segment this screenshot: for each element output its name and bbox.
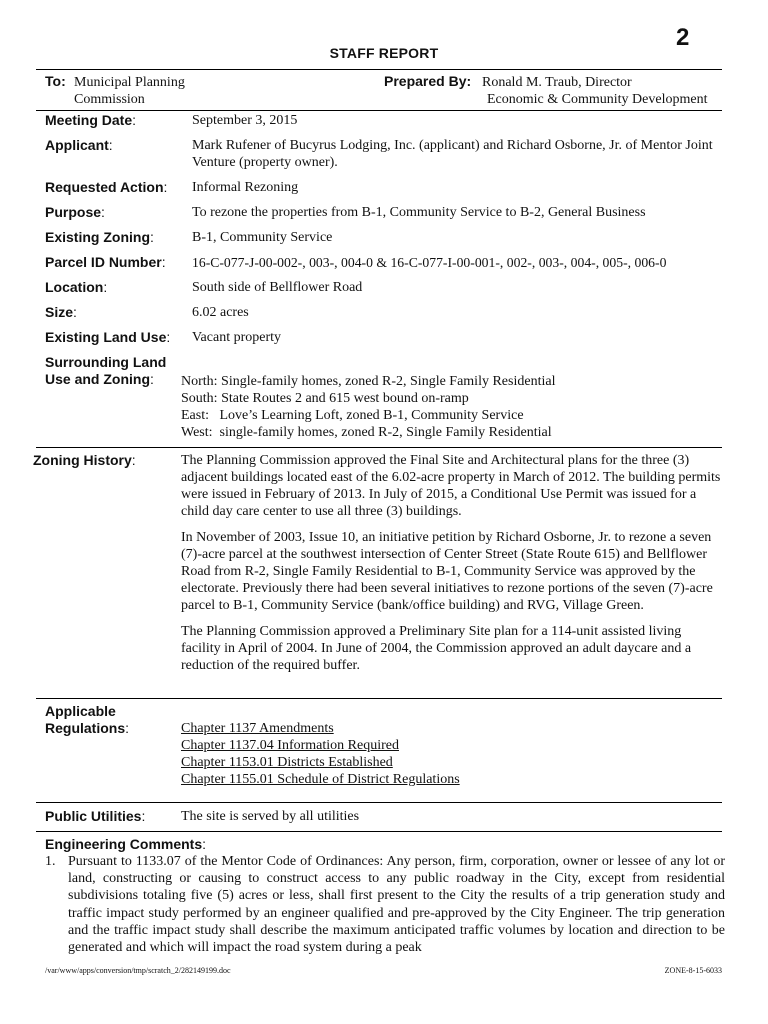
requested-action-label: Requested Action:: [45, 179, 168, 195]
prepared-by-line-2: Economic & Community Development: [487, 92, 708, 107]
zoning-history-label: Zoning History:: [33, 452, 136, 468]
location-label: Location:: [45, 279, 108, 295]
section-divider: [36, 698, 722, 699]
surrounding-list: [181, 373, 722, 441]
existing-zoning-value: B-1, Community Service: [192, 230, 333, 245]
existing-zoning-label: Existing Zoning:: [45, 229, 154, 245]
regulations-label-line-2: Regulations:: [45, 720, 130, 736]
prepared-by-value: [482, 74, 707, 108]
regulation-link[interactable]: Chapter 1153.01 Districts Established: [181, 755, 393, 770]
parcel-id-value: 16-C-077-J-00-002-, 003-, 004-0 & 16-C-077-I-00-001-, 002-, 003-, 004-, 005-, 006-0: [192, 255, 667, 270]
applicant-value: Mark Rufener of Bucyrus Lodging, Inc. (applicant) and Richard Osborne, Jr. of Mentor Joint Venture (property owner).: [192, 138, 713, 170]
surrounding-north: North: Single-family homes, zoned R-2, Single Family Residential: [181, 374, 556, 389]
to-label: To:: [45, 73, 66, 89]
requested-action-value: Informal Rezoning: [192, 180, 299, 195]
surrounding-south: South: State Routes 2 and 615 west bound on-ramp: [181, 391, 469, 406]
page-number: 2: [676, 24, 690, 51]
to-recipient: [74, 74, 185, 108]
applicant-label: Applicant:: [45, 137, 113, 153]
regulation-link[interactable]: Chapter 1155.01 Schedule of District Regulations: [181, 772, 460, 787]
engineering-label: Engineering Comments:: [45, 836, 207, 852]
surrounding-label-line-2: Use and Zoning:: [45, 371, 154, 387]
section-divider: [36, 447, 722, 448]
zoning-history-paragraph: The Planning Commission approved a Preliminary Site plan for a 114-unit assisted living facility in April of 2004. In June of 2004, the Commission approved an adult daycare and a reduction of the required buffer.: [181, 624, 692, 673]
footer-doc-code: ZONE-8-15-6033: [664, 966, 722, 975]
parcel-id-label: Parcel ID Number:: [45, 254, 166, 270]
existing-land-use-label: Existing Land Use:: [45, 329, 171, 345]
engineering-item: [45, 853, 725, 956]
prepared-by-label: Prepared By:: [384, 73, 472, 89]
to-line-1: Municipal Planning: [74, 75, 185, 90]
engineering-item-text: Pursuant to 1133.07 of the Mentor Code of Ordinances: Any person, firm, corporation, owner or lessee of any lot or land, constructing or causing to construct access to any public roadway in the City, except from residential subdivisions totaling five (5) acres or less, shall first present to the City the results of a trip generation study and traffic impact study performed by an engineer qualified and pre-approved by the City Engineer. The trip generation and the traffic impact study shall describe the maximum anticipated traffic volumes by location and direction to be generated and which will impact the road system during a peak: [68, 854, 725, 956]
prepared-by-line-1: Ronald M. Traub, Director: [482, 75, 632, 90]
surrounding-east: East: Love’s Learning Loft, zoned B-1, Community Service: [181, 408, 524, 423]
location-value: South side of Bellflower Road: [192, 280, 363, 295]
footer-file-path: /var/www/apps/conversion/tmp/scratch_2/282149199.doc: [45, 966, 231, 975]
zoning-history-paragraph: In November of 2003, Issue 10, an initiative petition by Richard Osborne, Jr. to rezone a seven (7)-acre parcel at the southwest intersection of Center Street (State Route 615) and Bellflower Road from R-2, Single Family Residential to B-1, Community Service was approved by the electorate. Previously there had been several initiatives to rezone portions of the seven (7)-acre parcel to B-1, Community Service (bank/office building) and RVG, Village Green.: [181, 530, 713, 613]
purpose-label: Purpose:: [45, 204, 105, 220]
regulations-links: [181, 720, 722, 788]
public-utilities-value: The site is served by all utilities: [181, 809, 360, 824]
engineering-item-number: 1.: [45, 854, 56, 869]
public-utilities-label: Public Utilities:: [45, 808, 146, 824]
section-divider: [36, 831, 722, 832]
section-divider: [36, 802, 722, 803]
size-label: Size:: [45, 304, 77, 320]
purpose-value: To rezone the properties from B-1, Community Service to B-2, General Business: [192, 205, 646, 220]
size-value: 6.02 acres: [192, 305, 249, 320]
to-line-2: Commission: [74, 92, 145, 107]
zoning-history-paragraph: The Planning Commission approved the Final Site and Architectural plans for the three (3) adjacent buildings located east of the 6.02-acre property in March of 2012. The building permits were issued in February of 2013. In July of 2015, a Conditional Use Permit was issued for a child day care center to use all three (3) buildings.: [181, 453, 721, 519]
zoning-history-body: [181, 452, 721, 683]
meeting-date-label: Meeting Date:: [45, 112, 137, 128]
existing-land-use-value: Vacant property: [192, 330, 282, 345]
meeting-date-value: September 3, 2015: [192, 113, 298, 128]
regulation-link[interactable]: Chapter 1137 Amendments: [181, 721, 334, 736]
header-divider: [36, 69, 722, 70]
engineering-list: [45, 853, 725, 956]
regulations-label: Applicable: [45, 703, 116, 719]
header-bottom-divider: [36, 110, 722, 111]
surrounding-label: Surrounding Land: [45, 354, 167, 370]
surrounding-west: West: single-family homes, zoned R-2, Single Family Residential: [181, 425, 552, 440]
report-title: STAFF REPORT: [329, 45, 439, 61]
regulation-link[interactable]: Chapter 1137.04 Information Required: [181, 738, 399, 753]
